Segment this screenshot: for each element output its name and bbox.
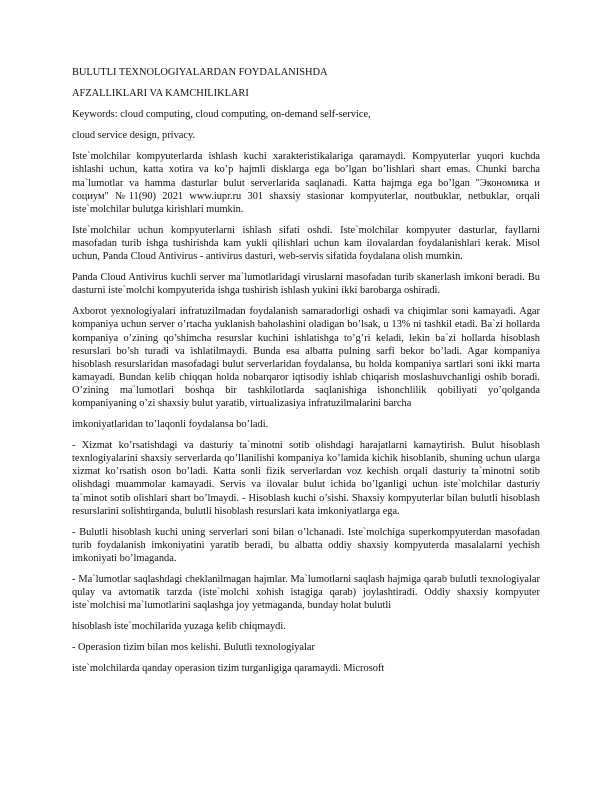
title-line-1: BULUTLI TEXNOLOGIYALARDAN FOYDALANISHDA — [72, 67, 328, 78]
paragraph-line: iste`molchilarda qanday operasion tizim turganligiga qaramaydi. Microsoft — [72, 663, 385, 675]
paragraph: - Xizmat ko’rsatishdagi va dasturiy ta`minotni sotib olishdagi harajatlarni kamaytirish. Bulut hisoblash texnlogiyalarini shaxsiy serverlarda qo’llanilishi kompaniya ko’lamida kichik hisoblanib, shuning uchun ularga xizmat ko’rsatish oson bo’ladi. Katta sonli fizik serverlardan voz kechish orqali dasturiy ta`minotni sotib olishdagi muammolar kamayadi. Servis va ilovalar bulut ichida bo’lganligi uchun iste`molchilar dasturiy ta`minot sotib olishlari shart bo’lmaydi. - Hisoblash kuchi o’sishi. Shaxsiy kompyuterlar bilan bulutli hisoblash resurslarini solishtirganda, bulutli hisoblash resurslari kata imkoniyatlarga ega. — [72, 440, 540, 517]
paragraph-line: imkoniyatlaridan to’laqonli foydalansa bo’ladi. — [72, 419, 269, 431]
keywords-line-1: Keywords: cloud computing, cloud computing, on-demand self-service, — [72, 109, 371, 121]
paragraph: Iste`molchilar kompyuterlarda ishlash kuchi xarakteristikalariga qaramaydi. Kompyuterlar yuqori kuchda ishlashi uchun, katta xotira va ko’p hajmli disklarga ega bo’lgan bo’lishlari shart emas. Chunki barcha ma`lumotlar va hamma dasturlar bulut serverlarida saqlanadi. Katta hajmga ega bo’lgan "Экономика и социум" №11(90) 2021 www.iupr.ru 301 shaxsiy stasionar kompyuterlar, noutbuklar, netbuklar, orqali iste`molchilar bulutga kirishlari mumkin. — [72, 151, 540, 215]
paragraph: - Ma`lumotlar saqlashdagi cheklanilmagan hajmlar. Ma`lumotlarni saqlash hajmiga qarab bulutli texnologiyalar qulay va avtomatik tarzda (iste`molchi xohish istagiga qarab) joylashtiradi. Oddiy shaxsiy kompyuter iste`molchisi ma`lumotlarini saqlashga joy yetmaganda, bunday holat bulutli — [72, 574, 540, 612]
paragraph: Iste`molchilar uchun kompyuterlarni ishlash sifati oshdi. Iste`molchilar kompyuter dasturlar, fayllarni masofadan turib ishga tushirishda kam yukli qilishlari uchun kam ilovalardan foydalanishlari kerak. Misol uchun, Panda Cloud Antivirus - antivirus dasturi, web-servis sifatida foydalana olish mumkin. — [72, 224, 540, 263]
paragraph: Panda Cloud Antivirus kuchli server ma`lumotlaridagi viruslarni masofadan turib skanerlash imkoni beradi. Bu dasturni iste`molchi kompyuterida ishga tushirish ishlash yukini ikki barobarga oshiradi. — [72, 272, 540, 297]
paragraph: - Bulutli hisoblash kuchi uning serverlari soni bilan o’lchanadi. Iste`molchiga superkompyuterdan masofadan turib foydalanish imkoniyatini yaratib beradi, bu albatta oddiy shaxsiy kompyuterda masalalarni yechish imkoniyati bo’lmaganda. — [72, 526, 540, 564]
paragraph-line: - Operasion tizim bilan mos kelishi. Bulutli texnologiyalar — [72, 642, 315, 654]
keywords-line-2: cloud service design, privacy. — [72, 130, 196, 142]
document-page — [72, 66, 540, 684]
title-line-2: AFZALLIKLARI VA KAMCHILIKLARI — [72, 88, 249, 100]
paragraph: Axborot yexnologiyalari infratuzilmadan foydalanish samaradorligi oshadi va chiqimlar soni kamayadi. Agar kompaniya uchun server o’rtacha yuklanish baholashini oladigan bo’lsak, u 13% ni tashkil etadi. Ba`zi hollarda kompaniya o’zining qo’shimcha resurslar kuchini ishlatishga to’g’ri keladi, lekin ba`zi hollarda hisoblash resurslari bo’sh turadi va ishlatilmaydi. Bunda esa albatta pulning sarfi bekor bo’ladi. Agar kompaniya hisoblash resurslaridan masofadagi bulut serverlaridan foydalansa, bu holda kompaniya sartlari soni ikki marta kamayadi. Bundan kelib chiqqan holda nobarqaror iqtisodiy ishlab chiqarish moslashuvchanligi oshib boradi. O’zining ma`lumotlari boshqa bir tashkilotlarda saqlanishiga ishonchlilik qobiliyati yo’qolganda kompaniyaning o’zi shaxsiy bulut yaratib, virtualizasiya infratuzilmalarini barcha — [72, 306, 540, 409]
paragraph-line: hisoblash iste`mochilarida yuzaga kelib chiqmaydi. — [72, 621, 286, 633]
